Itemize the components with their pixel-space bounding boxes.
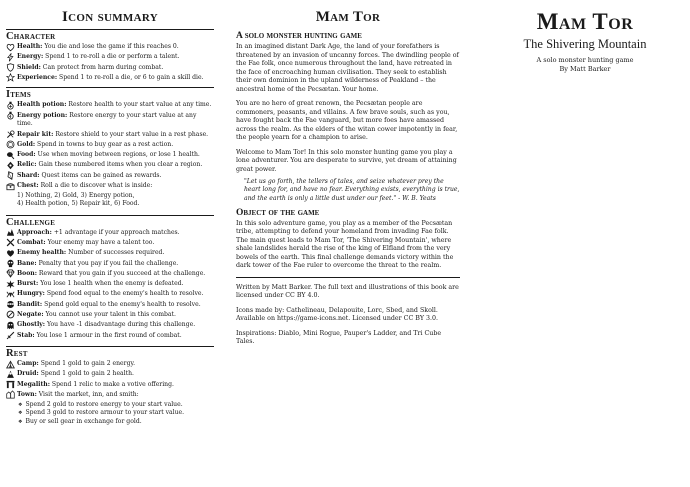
object-heading: Object of the game — [236, 207, 320, 218]
town-bullet: ❖ Buy or sell gear in exchange for gold. — [6, 418, 214, 426]
icon-row-desc: Your enemy may have a talent too. — [47, 238, 155, 246]
icon-row-name: Approach: — [17, 228, 52, 236]
icon-row — [6, 391, 214, 400]
icon-row-desc: Spend 1 to re-roll a die or perform a talent. — [45, 53, 180, 61]
character-heading: Character — [6, 31, 56, 42]
icon-row — [6, 43, 214, 52]
icon-row-text — [17, 43, 179, 52]
icon-row-name: Energy: — [17, 53, 44, 61]
repair-kit-icon — [6, 130, 15, 139]
icon-row-text — [17, 161, 202, 170]
enemy-health-icon — [6, 249, 15, 258]
icon-row-desc: Gain these numbered items when you clear a region. — [38, 161, 203, 169]
icon-row — [6, 101, 214, 110]
icon-row-name: Shard: — [17, 171, 40, 179]
icon-row-desc: Spend 1 to re-roll a die, or 6 to gain a skill die. — [59, 73, 204, 81]
heart-icon — [6, 43, 15, 52]
icon-row — [6, 161, 214, 170]
icon-row-name: Druid: — [17, 370, 39, 378]
icon-row-desc: Number of successes required. — [68, 249, 165, 257]
credits-paragraph: Inspirations: Diablo, Mini Rogue, Pauper's Ladder, and Tri Cube Tales. — [236, 329, 442, 346]
icon-row — [6, 239, 214, 248]
icon-row-name: Enemy health: — [17, 249, 67, 257]
stab-icon — [6, 331, 15, 340]
items-heading: Items — [6, 89, 31, 101]
icon-row-desc: Reward that you gain if you succeed at the challenge. — [38, 269, 206, 277]
town-bullet: ❖ Spend 3 gold to restore armour to your start value. — [6, 409, 214, 417]
icon-row — [6, 321, 214, 330]
icon-row-name: Burst: — [17, 280, 39, 288]
lightning-icon — [6, 53, 15, 62]
burst-icon — [6, 280, 15, 289]
icon-row-text — [17, 360, 135, 369]
combat-icon — [6, 238, 15, 247]
town-icon — [6, 390, 15, 399]
icon-row-desc: You lose 1 health when the enemy is defeated. — [40, 280, 184, 288]
icon-summary-column — [6, 0, 214, 426]
icon-row — [6, 260, 214, 269]
chest-contents-line-1: 1) Nothing, 2) Gold, 3) Energy potion, — [17, 192, 135, 200]
relic-icon — [6, 161, 15, 170]
cover-tagline: A solo monster hunting game — [536, 56, 634, 64]
icon-row-text — [17, 301, 201, 310]
icon-row — [6, 131, 214, 140]
hungry-icon — [6, 290, 15, 299]
bandit-icon — [6, 300, 15, 309]
cover-author: By Matt Barker — [559, 65, 611, 73]
icon-row — [6, 290, 214, 299]
icon-row-text — [17, 172, 162, 181]
intro-paragraph: You are no hero of great renown, the Pecsætan people are commoners, peasants, and villains. A few brave souls, such as you, have fought back the Fae vanguard, but more foes have amassed across the realm. As the elders of the witan cower impotently in fear, the people yearn for a champion to arise. — [236, 100, 458, 141]
icon-row — [6, 229, 214, 238]
icon-row — [6, 53, 214, 62]
camp-icon — [6, 360, 15, 369]
icon-row-name: Chest: — [17, 182, 39, 189]
icon-summary-title: Icon summary — [62, 9, 158, 25]
icon-row-text — [17, 270, 205, 279]
items-section — [6, 87, 214, 208]
icon-row-text — [17, 74, 204, 83]
icon-row-name: Repair kit: — [17, 130, 54, 138]
icon-row — [6, 311, 214, 320]
rest-heading: Rest — [6, 348, 28, 360]
icon-row — [6, 64, 214, 73]
icon-row-name: Boon: — [17, 269, 37, 277]
icon-row-desc: Penalty that you pay if you fail the challenge. — [38, 259, 179, 267]
icon-row-desc: Roll a die to discover what is inside: — [40, 182, 153, 189]
megalith-icon — [6, 380, 15, 389]
icon-row-desc: Restore health to your start value at any time. — [68, 101, 212, 109]
icon-row-text — [17, 112, 214, 129]
icon-row-desc: You cannot use your talent in this combat. — [45, 310, 176, 318]
icon-row-name: Negate: — [17, 310, 44, 318]
icon-row-desc: Spend 1 gold to gain 2 energy. — [40, 360, 136, 368]
icon-row-name: Relic: — [17, 161, 37, 169]
food-icon — [6, 151, 15, 160]
intro-paragraph: Welcome to Mam Tor! In this solo monster hunting game you play a lone adventurer. You are desperate to survive, yet dream of attaining great power. — [236, 148, 457, 173]
icon-row-desc: Spend food equal to the enemy's health to resolve. — [46, 290, 204, 298]
shard-icon — [6, 171, 15, 180]
icon-row-name: Health: — [17, 43, 43, 50]
icon-row-text — [17, 370, 134, 379]
icon-row-desc: Spend 1 relic to make a votive offering. — [51, 380, 174, 388]
icon-row-name: Bandit: — [17, 300, 43, 308]
icon-row-text — [17, 391, 139, 400]
icon-row-desc: Spend 1 gold to gain 2 health. — [40, 370, 134, 378]
credits-paragraph: Icons made by: Cathelineau, Delapouite, Lorc, Sbed, and Skoll. Available on https://game-icons.net. Licensed under CC BY 3.0. — [236, 306, 438, 323]
cover-title: Mam Tor — [536, 9, 634, 34]
icon-row — [6, 74, 214, 83]
object-paragraph: In this solo adventure game, you play as a member of the Pecsætan tribe, attempting to defend your homeland from invading Fae folk. The main quest leads to Mam Tor, 'The Shivering Mountain', where shale landslides herald the rise of the king of Elfland from the very bowels of the earth. This final challenge demands victory within the dark tower of the Fae ruler to overcome the threat to the realm. — [236, 219, 454, 270]
energy-potion-icon — [6, 111, 15, 120]
icon-row-name: Experience: — [17, 73, 58, 81]
icon-row — [6, 141, 214, 150]
icon-row-name: Combat: — [17, 238, 46, 246]
icon-row — [6, 280, 214, 289]
rest-section — [6, 346, 214, 426]
icon-row-desc: Restore shield to your start value in a rest phase. — [55, 130, 209, 138]
ghostly-icon — [6, 321, 15, 330]
icon-row-name: Camp: — [17, 360, 39, 368]
icon-row-text — [17, 229, 180, 238]
negate-icon — [6, 310, 15, 319]
icon-row-name: Bane: — [17, 259, 37, 267]
icon-row — [6, 182, 214, 191]
icon-row-name: Food: — [17, 151, 36, 159]
icon-row-name: Megalith: — [17, 380, 50, 388]
icon-row — [6, 151, 214, 160]
icon-row-text — [17, 101, 211, 110]
shield-icon — [6, 63, 15, 72]
character-section — [6, 29, 214, 82]
approach-icon — [6, 228, 15, 237]
chest-icon — [6, 182, 15, 191]
intro-paragraph: In an imagined distant Dark Age, the land of your forefathers is threatened by an invasion of uncanny forces. The dwindling people of the Fae folk, once numerous throughout the land, have retreated in the face of encroaching human civilisation. They seek to establish their own dominion in the upland wilderness of Peakland – the ancestral home of the Pecsætan. Your home. — [236, 43, 459, 93]
cover-subtitle: The Shivering Mountain — [523, 37, 647, 51]
icon-row-name: Hungry: — [17, 290, 45, 298]
icon-row-desc: You have -1 disadvantage during this challenge. — [47, 321, 196, 329]
gold-icon — [6, 140, 15, 149]
health-potion-icon — [6, 101, 15, 110]
icon-row-text — [17, 260, 178, 269]
icon-row — [6, 112, 214, 129]
icon-row-name: Ghostly: — [17, 321, 46, 329]
icon-row-desc: You lose 1 armour in the first round of combat. — [36, 331, 182, 339]
town-bullet: ❖ Spend 2 gold to restore energy to your start value. — [6, 401, 214, 409]
icon-row-name: Energy potion: — [17, 111, 68, 119]
icon-row-desc: Spend in towns to buy gear as a rest action. — [37, 140, 174, 148]
icon-row-text — [17, 280, 184, 289]
icon-row-desc: Restore energy to your start value at any time. — [17, 111, 197, 128]
icon-row-name: Town: — [17, 390, 37, 398]
icon-row — [6, 172, 214, 181]
intro-title: Mam Tor — [315, 9, 381, 25]
icon-row-desc: Visit the market, inn, and smith: — [38, 390, 139, 398]
icon-row-text — [17, 311, 176, 320]
yeats-quote: "Let us go forth, the tellers of tales, and seize whatever prey the heart long for, and have no fear. Everything exists, everything is true, and the earth is only a little dust under our feet." - W. B. Yeats — [244, 178, 460, 202]
boon-icon — [6, 269, 15, 278]
icon-row-name: Shield: — [17, 63, 41, 71]
icon-row — [6, 249, 214, 258]
icon-row-desc: Spend gold equal to the enemy's health to resolve. — [44, 300, 201, 308]
icon-row-desc: Use when moving between regions, or lose 1 health. — [37, 151, 200, 159]
challenge-heading: Challenge — [6, 216, 56, 228]
cover-column — [486, 0, 684, 74]
icon-row-text — [17, 151, 200, 160]
icon-row-name: Stab: — [17, 331, 35, 339]
star-icon — [6, 73, 15, 82]
chest-contents-line-2: 4) Health potion, 5) Repair kit, 6) Food. — [17, 200, 140, 208]
icon-row-desc: +1 advantage if your approach matches. — [53, 228, 180, 236]
icon-row — [6, 370, 214, 379]
icon-row-text — [17, 141, 173, 150]
icon-row-desc: You die and lose the game if this reaches 0. — [44, 43, 179, 50]
intro-heading: A solo monster hunting game — [236, 31, 362, 41]
icon-row-text — [17, 249, 164, 258]
icon-row-text — [17, 131, 208, 140]
divider — [236, 277, 460, 278]
icon-row — [6, 381, 214, 390]
icon-row-text — [17, 332, 182, 341]
icon-row-text — [17, 64, 163, 73]
icon-row — [6, 301, 214, 310]
credits-paragraph: Written by Matt Barker. The full text and illustrations of this book are licensed under CC BY 4.0. — [236, 283, 459, 300]
icon-row — [6, 332, 214, 341]
icon-row-text — [17, 53, 179, 62]
icon-row-name: Health potion: — [17, 101, 67, 109]
icon-row-desc: Can protect from harm during combat. — [42, 63, 164, 71]
challenge-section — [6, 215, 214, 340]
icon-row-text — [17, 381, 174, 390]
icon-row-text — [17, 321, 195, 330]
bane-icon — [6, 259, 15, 268]
icon-row — [6, 360, 214, 369]
icon-row-text — [17, 182, 152, 191]
druid-icon — [6, 370, 15, 379]
icon-row-text — [17, 239, 154, 248]
icon-row-text — [17, 290, 203, 299]
icon-row — [6, 270, 214, 279]
icon-row-desc: Quest items can be gained as rewards. — [41, 171, 162, 179]
icon-row-name: Gold: — [17, 140, 36, 148]
intro-column — [236, 0, 460, 353]
